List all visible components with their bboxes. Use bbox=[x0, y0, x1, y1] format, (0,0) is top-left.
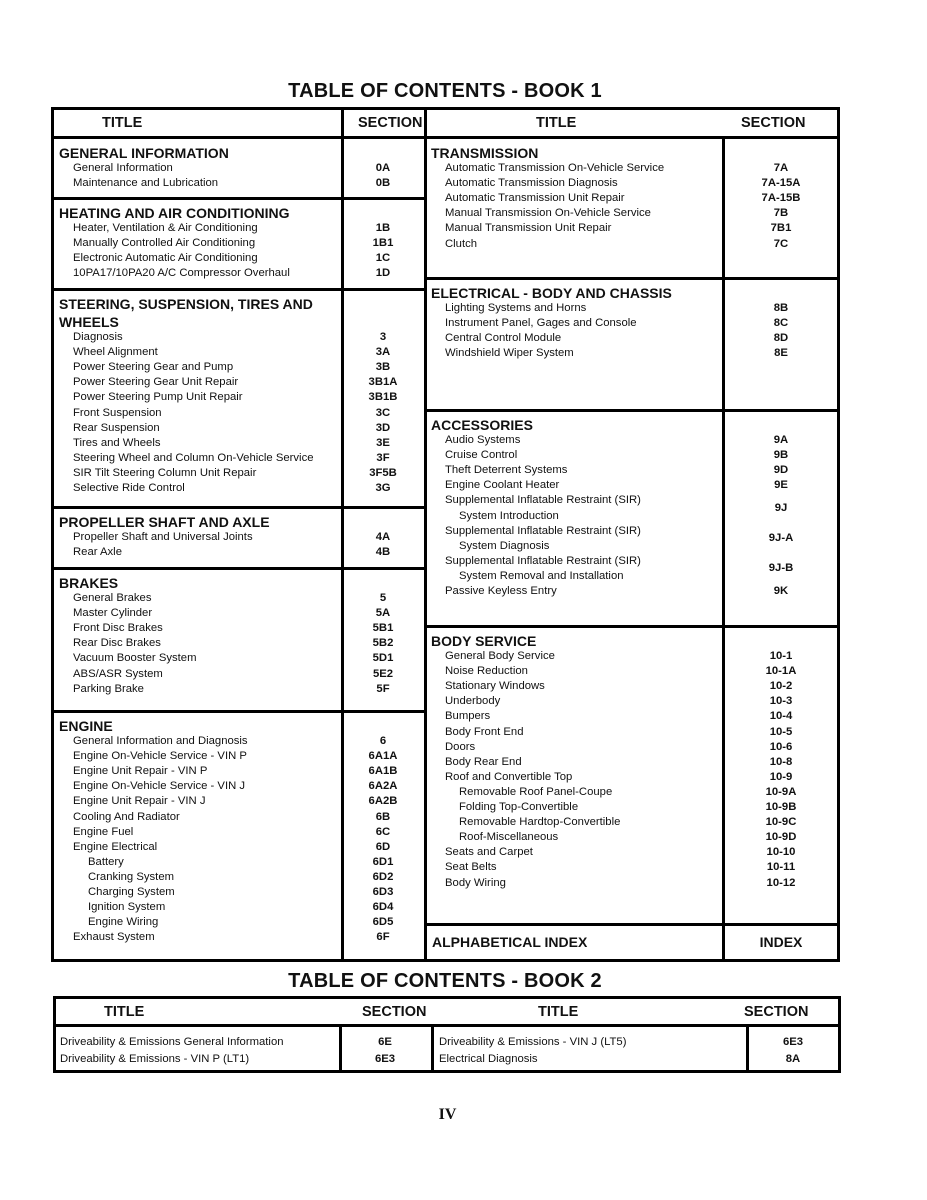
section-code: 4A bbox=[375, 531, 391, 543]
toc-item: Central Control Module bbox=[445, 332, 562, 345]
section-code: 8E bbox=[774, 347, 788, 360]
toc-item: Windshield Wiper System bbox=[445, 347, 574, 360]
toc-item: Steering Wheel and Column On-Vehicle Service bbox=[73, 451, 314, 464]
section-code: 7B bbox=[773, 207, 789, 220]
toc-item: Bumpers bbox=[445, 710, 491, 723]
toc-item: Cooling And Radiator bbox=[73, 810, 180, 823]
section-heading: BODY SERVICE bbox=[431, 633, 537, 649]
toc-item: Front Disc Brakes bbox=[73, 622, 163, 635]
right-block-divider bbox=[424, 409, 840, 412]
toc-item: Rear Suspension bbox=[73, 421, 160, 434]
book2-left-section: 6E bbox=[378, 1036, 392, 1048]
book2-right-section: 8A bbox=[785, 1053, 801, 1065]
left-block-divider bbox=[51, 710, 427, 713]
section-code: 10-10 bbox=[766, 846, 796, 859]
section-code: 4B bbox=[375, 546, 391, 559]
section-code: 6A1B bbox=[368, 765, 398, 778]
section-code: 6C bbox=[375, 825, 391, 838]
section-code: 7A-15B bbox=[761, 192, 801, 205]
section-code: 3C bbox=[375, 406, 391, 419]
section-heading: PROPELLER SHAFT AND AXLE bbox=[59, 514, 270, 530]
center-divider-top bbox=[341, 107, 344, 139]
alphabetical-index-title: ALPHABETICAL INDEX bbox=[432, 934, 588, 950]
toc-item: Supplemental Inflatable Restraint (SIR) bbox=[445, 494, 641, 507]
section-code: 9J-A bbox=[768, 531, 794, 544]
toc-item: Instrument Panel, Gages and Console bbox=[445, 317, 637, 330]
toc-item: Removable Hardtop-Convertible bbox=[459, 816, 621, 829]
book2-col-section-right: SECTION bbox=[744, 1004, 809, 1020]
toc-item: Power Steering Gear Unit Repair bbox=[73, 376, 239, 389]
toc-item: Rear Disc Brakes bbox=[73, 637, 161, 650]
section-code: 6D4 bbox=[372, 901, 394, 914]
section-code: 0B bbox=[375, 177, 391, 190]
toc-item: Engine Fuel bbox=[73, 825, 134, 838]
toc-item: Roof and Convertible Top bbox=[445, 770, 573, 783]
toc-item: Diagnosis bbox=[73, 331, 123, 343]
toc-item: Manual Transmission Unit Repair bbox=[445, 222, 612, 235]
toc-item: Electronic Automatic Air Conditioning bbox=[73, 252, 258, 265]
section-code: 0A bbox=[375, 162, 391, 174]
section-code: 10-5 bbox=[769, 725, 793, 738]
toc-item: Body Rear End bbox=[445, 755, 522, 768]
section-heading: ENGINE bbox=[59, 718, 113, 734]
section-code: 10-8 bbox=[769, 755, 793, 768]
section-code: 1C bbox=[375, 252, 391, 265]
toc-item: Folding Top-Convertible bbox=[459, 801, 579, 813]
toc-item: Cruise Control bbox=[445, 449, 518, 462]
section-code: 9J bbox=[774, 501, 788, 514]
book2-divider-1 bbox=[339, 1024, 342, 1073]
section-code: 3E bbox=[376, 436, 390, 449]
section-code: 6D1 bbox=[372, 855, 394, 868]
section-code: 9B bbox=[773, 449, 789, 462]
section-code: 5B2 bbox=[372, 637, 394, 650]
section-code: 10-3 bbox=[769, 695, 793, 708]
toc-item: Engine Wiring bbox=[88, 916, 159, 929]
toc-item: Propeller Shaft and Universal Joints bbox=[73, 531, 253, 543]
section-code: 9J-B bbox=[768, 561, 794, 574]
toc-item: Removable Roof Panel-Coupe bbox=[459, 785, 613, 798]
section-heading-cont: WHEELS bbox=[59, 314, 119, 330]
left-block-divider bbox=[51, 288, 427, 291]
section-code: 1B bbox=[375, 222, 391, 234]
section-code: 5B1 bbox=[372, 622, 394, 635]
toc-item: Passive Keyless Entry bbox=[445, 585, 557, 597]
section-code: 10-9A bbox=[765, 785, 797, 798]
book2-right-section: 6E3 bbox=[782, 1036, 804, 1048]
toc-item: Master Cylinder bbox=[73, 607, 153, 620]
section-code: 9K bbox=[773, 585, 789, 597]
toc-item: SIR Tilt Steering Column Unit Repair bbox=[73, 466, 257, 479]
section-heading: TRANSMISSION bbox=[431, 145, 539, 161]
col-title-right: TITLE bbox=[536, 115, 577, 131]
toc-item: Manually Controlled Air Conditioning bbox=[73, 237, 256, 250]
section-code: 10-9D bbox=[765, 831, 797, 844]
page-number: IV bbox=[438, 1106, 457, 1123]
section-code: 3F5B bbox=[369, 466, 397, 479]
book2-left-section: 6E3 bbox=[374, 1053, 396, 1065]
section-code: 3D bbox=[375, 421, 391, 434]
toc-item: System Introduction bbox=[459, 509, 559, 522]
section-code: 3G bbox=[375, 482, 391, 494]
section-code: 3B bbox=[375, 361, 391, 374]
book2-left-item: Driveability & Emissions - VIN P (LT1) bbox=[60, 1053, 250, 1065]
right-block-divider bbox=[424, 625, 840, 628]
toc-item: Body Front End bbox=[445, 725, 524, 738]
section-code: 6 bbox=[379, 735, 387, 747]
section-code: 5 bbox=[379, 592, 387, 604]
book1-title: TABLE OF CONTENTS - BOOK 1 bbox=[288, 80, 602, 102]
toc-item: Lighting Systems and Horns bbox=[445, 302, 587, 314]
left-block-divider bbox=[51, 567, 427, 570]
section-code: 9D bbox=[773, 464, 789, 477]
left-block-divider bbox=[51, 506, 427, 509]
toc-item: Supplemental Inflatable Restraint (SIR) bbox=[445, 554, 641, 567]
toc-item: Tires and Wheels bbox=[73, 436, 161, 449]
section-code: 6A1A bbox=[368, 750, 398, 763]
toc-item: Engine Unit Repair - VIN P bbox=[73, 765, 208, 778]
toc-item: Battery bbox=[88, 855, 124, 868]
section-heading: GENERAL INFORMATION bbox=[59, 145, 229, 161]
right-section-divider bbox=[722, 139, 725, 962]
toc-item: Seat Belts bbox=[445, 861, 497, 874]
section-heading: HEATING AND AIR CONDITIONING bbox=[59, 205, 290, 221]
section-code: 10-1A bbox=[765, 665, 797, 678]
section-code: 5A bbox=[375, 607, 391, 620]
toc-item: Charging System bbox=[88, 886, 175, 898]
section-code: 10-2 bbox=[769, 680, 793, 693]
section-code: 3A bbox=[375, 346, 391, 359]
toc-item: Exhaust System bbox=[73, 931, 155, 944]
section-code: 7A-15A bbox=[761, 177, 801, 190]
toc-item: Supplemental Inflatable Restraint (SIR) bbox=[445, 524, 641, 537]
toc-item: Power Steering Gear and Pump bbox=[73, 361, 234, 374]
section-code: 5F bbox=[376, 682, 390, 695]
toc-item: System Removal and Installation bbox=[459, 569, 624, 582]
toc-item: Engine Unit Repair - VIN J bbox=[73, 795, 206, 808]
book2-right-item: Electrical Diagnosis bbox=[439, 1053, 538, 1065]
col-section-left: SECTION bbox=[358, 115, 423, 131]
toc-item: Stationary Windows bbox=[445, 680, 545, 693]
section-code: 1B1 bbox=[372, 237, 394, 250]
alphabetical-index-section: INDEX bbox=[759, 934, 803, 950]
toc-item: Noise Reduction bbox=[445, 665, 528, 678]
toc-item: Body Wiring bbox=[445, 876, 506, 889]
section-code: 10-9B bbox=[765, 801, 797, 813]
right-block-divider bbox=[424, 277, 840, 280]
section-code: 6D2 bbox=[372, 870, 394, 883]
book2-divider-3 bbox=[746, 1024, 749, 1073]
toc-item: Wheel Alignment bbox=[73, 346, 158, 359]
toc-item: Theft Deterrent Systems bbox=[445, 464, 568, 477]
toc-item: Engine Electrical bbox=[73, 840, 158, 853]
toc-item: Engine Coolant Heater bbox=[445, 479, 560, 492]
toc-item: Ignition System bbox=[88, 901, 166, 914]
section-code: 10-12 bbox=[766, 876, 796, 889]
book2-col-title-right: TITLE bbox=[538, 1004, 579, 1020]
section-heading: ACCESSORIES bbox=[431, 417, 533, 433]
section-code: 9A bbox=[773, 434, 789, 446]
section-heading: BRAKES bbox=[59, 575, 119, 591]
toc-item: Parking Brake bbox=[73, 682, 144, 695]
toc-item: 10PA17/10PA20 A/C Compressor Overhaul bbox=[73, 267, 290, 280]
toc-item: Heater, Ventilation & Air Conditioning bbox=[73, 222, 258, 234]
toc-item: General Brakes bbox=[73, 592, 152, 604]
section-code: 3F bbox=[376, 451, 390, 464]
section-code: 10-1 bbox=[769, 650, 793, 662]
toc-item: Manual Transmission On-Vehicle Service bbox=[445, 207, 651, 220]
section-code: 6A2B bbox=[368, 795, 398, 808]
toc-item: Automatic Transmission Unit Repair bbox=[445, 192, 625, 205]
section-code: 10-11 bbox=[766, 861, 796, 874]
toc-item: Roof-Miscellaneous bbox=[459, 831, 559, 844]
section-code: 6B bbox=[375, 810, 391, 823]
toc-item: Selective Ride Control bbox=[73, 482, 185, 494]
toc-item: General Information bbox=[73, 162, 173, 174]
section-code: 6D5 bbox=[372, 916, 394, 929]
toc-item: General Body Service bbox=[445, 650, 555, 662]
toc-item: Seats and Carpet bbox=[445, 846, 533, 859]
section-code: 6D3 bbox=[372, 886, 394, 898]
section-code: 9E bbox=[774, 479, 788, 492]
toc-item: Engine On-Vehicle Service - VIN P bbox=[73, 750, 247, 763]
section-code: 8C bbox=[773, 317, 789, 330]
book2-divider-2 bbox=[431, 1024, 434, 1073]
section-code: 7A bbox=[773, 162, 789, 174]
book2-right-item: Driveability & Emissions - VIN J (LT5) bbox=[439, 1036, 627, 1048]
toc-item: Rear Axle bbox=[73, 546, 122, 559]
section-code: 10-4 bbox=[769, 710, 793, 723]
section-heading: STEERING, SUSPENSION, TIRES AND bbox=[59, 296, 313, 312]
toc-item: Automatic Transmission On-Vehicle Service bbox=[445, 162, 665, 174]
toc-item: Cranking System bbox=[88, 870, 175, 883]
toc-item: Doors bbox=[445, 740, 476, 753]
book2-col-title-left: TITLE bbox=[104, 1004, 145, 1020]
toc-item: Audio Systems bbox=[445, 434, 521, 446]
col-title-left: TITLE bbox=[102, 115, 143, 131]
book2-header-divider bbox=[53, 1024, 841, 1027]
section-code: 10-6 bbox=[769, 740, 793, 753]
toc-item: Power Steering Pump Unit Repair bbox=[73, 391, 243, 404]
section-code: 8D bbox=[773, 332, 789, 345]
toc-item: Underbody bbox=[445, 695, 501, 708]
toc-item: General Information and Diagnosis bbox=[73, 735, 248, 747]
section-code: 7B1 bbox=[770, 222, 792, 235]
book2-title: TABLE OF CONTENTS - BOOK 2 bbox=[288, 970, 602, 992]
section-code: 3 bbox=[379, 331, 387, 343]
section-code: 6A2A bbox=[368, 780, 398, 793]
left-right-divider bbox=[424, 107, 427, 962]
col-section-right: SECTION bbox=[741, 115, 806, 131]
toc-item: Clutch bbox=[445, 237, 478, 250]
section-code: 3B1B bbox=[368, 391, 398, 404]
section-code: 6D bbox=[375, 840, 391, 853]
book2-left-item: Driveability & Emissions General Information bbox=[60, 1036, 284, 1048]
toc-item: Automatic Transmission Diagnosis bbox=[445, 177, 618, 190]
section-code: 7C bbox=[773, 237, 789, 250]
toc-item: Engine On-Vehicle Service - VIN J bbox=[73, 780, 246, 793]
section-code: 1D bbox=[375, 267, 391, 280]
index-divider bbox=[424, 923, 840, 926]
section-code: 6F bbox=[376, 931, 390, 944]
section-code: 8B bbox=[773, 302, 789, 314]
section-heading: ELECTRICAL - BODY AND CHASSIS bbox=[431, 285, 672, 301]
left-block-divider bbox=[51, 197, 427, 200]
book2-col-section-left: SECTION bbox=[362, 1004, 427, 1020]
section-code: 10-9 bbox=[769, 770, 793, 783]
toc-item: Maintenance and Lubrication bbox=[73, 177, 219, 190]
toc-item: Front Suspension bbox=[73, 406, 162, 419]
toc-item: System Diagnosis bbox=[459, 539, 550, 552]
section-code: 5E2 bbox=[372, 667, 394, 680]
section-code: 10-9C bbox=[765, 816, 797, 829]
section-code: 3B1A bbox=[368, 376, 398, 389]
toc-item: ABS/ASR System bbox=[73, 667, 163, 680]
toc-item: Vacuum Booster System bbox=[73, 652, 197, 665]
section-code: 5D1 bbox=[372, 652, 394, 665]
